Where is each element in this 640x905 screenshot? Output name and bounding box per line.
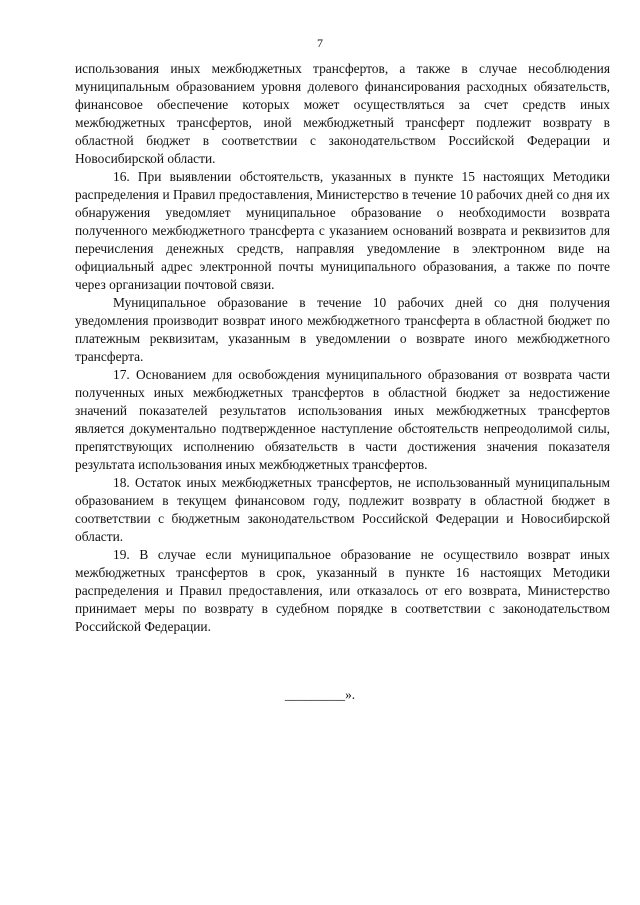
paragraph-16: 16. При выявлении обстоятельств, указанных в пункте 15 настоящих Методики распределения и Правил предоставления, Министерство в течение 10 рабочих дней со дня их обнаружения уведомляет муниципальное образование о необходимости возврата полученного межбюджетного трансферта с указанием оснований возврата и реквизитов для перечисления денежных средств, направляя уведомление в электронном виде на официальный адрес электронной почты муниципального образования, а также по почте через организации почтовой связи. [75, 169, 610, 292]
paragraph-continuation: использования иных межбюджетных трансфертов, а также в случае несоблюдения муниципальным образованием уровня долевого финансирования расходных обязательств, финансовое обеспечение которых может осуществляться за счет средств иных межбюджетных трансфертов, иной межбюджетный трансферт подлежит возврату в областной бюджет в соответствии с законодательством Российской Федерации и Новосибирской области. [75, 61, 610, 166]
closing-mark: _________». [284, 687, 356, 702]
paragraph-18: 18. Остаток иных межбюджетных трансфертов, не использованный муниципальным образованием в текущем финансовом году, подлежит возврату в областной бюджет в соответствии с бюджетным законодательством Российской Федерации и Новосибирской области. [75, 475, 610, 544]
page-number: 7 [317, 36, 323, 50]
document-body [75, 60, 610, 636]
paragraph-16-notice: Муниципальное образование в течение 10 рабочих дней со дня получения уведомления производит возврат иного межбюджетного трансферта в областной бюджет по платежным реквизитам, указанным в уведомлении о возврате иного межбюджетного трансферта. [75, 295, 610, 364]
paragraph-17: 17. Основанием для освобождения муниципального образования от возврата части полученных иных межбюджетных трансфертов в областной бюджет за недостижение значений показателей результатов использования иных межбюджетных трансфертов является документально подтвержденное наступление обстоятельств непреодолимой силы, препятствующих исполнению обязательств в части достижения значения показателя результата использования иных межбюджетных трансфертов. [75, 367, 610, 472]
paragraph-19: 19. В случае если муниципальное образование не осуществило возврат иных межбюджетных трансфертов в срок, указанный в пункте 16 настоящих Методики распределения и Правил предоставления, или отказалось от его возврата, Министерство принимает меры по возврату в судебном порядке в соответствии с законодательством Российской Федерации. [75, 547, 610, 634]
